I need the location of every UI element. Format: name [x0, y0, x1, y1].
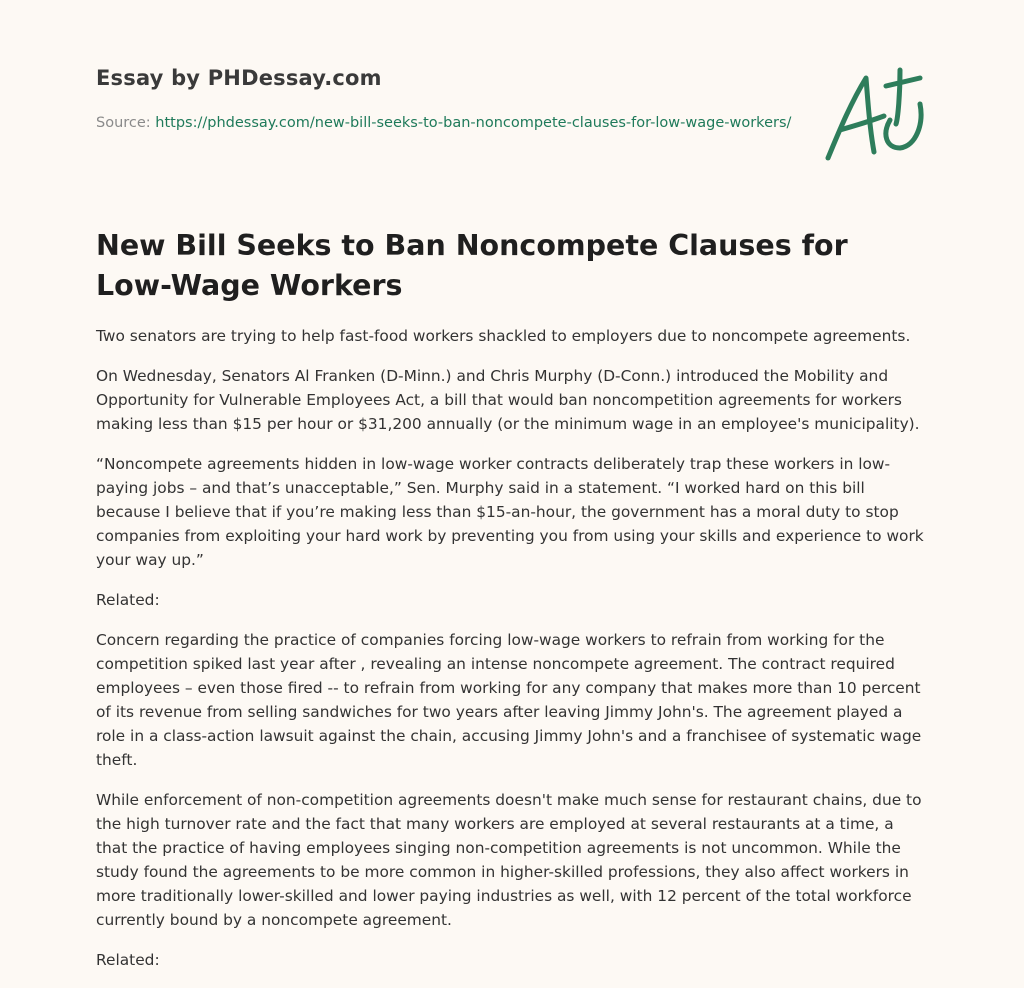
a-plus-grade-icon: [820, 64, 930, 168]
source-link[interactable]: https://phdessay.com/new-bill-seeks-to-ban-noncompete-clauses-for-low-wage-workers/: [155, 115, 792, 131]
source-line: [96, 112, 796, 134]
related-label: Related:: [96, 591, 160, 609]
article-title: New Bill Seeks to Ban Noncompete Clauses for Low-Wage Workers: [96, 229, 848, 302]
page: [96, 0, 928, 969]
article-body: [96, 324, 928, 988]
article-paragraph: Concern regarding the practice of companies forcing low-wage workers to refrain from working for the competition spiked last year after , revealing an intense noncompete agreement. The contract required employees – even those fired -- to refrain from working for any company that makes more than 10 percent of its revenue from selling sandwiches for two years after leaving Jimmy John's. The agreement played a role in a class-action lawsuit against the chain, accusing Jimmy John's and a franchisee of systematic wage theft.: [96, 631, 922, 769]
related-label: Related:: [96, 951, 160, 969]
article-paragraph: “Noncompete agreements hidden in low-wage worker contracts deliberately trap these workers in low-paying jobs – and that’s unacceptable,” Sen. Murphy said in a statement. “I worked hard on this bill because I believe that if you’re making less than $15-an-hour, the government has a moral duty to stop companies from exploiting your hard work by preventing you from using your skills and experience to work your way up.”: [96, 455, 924, 569]
article-paragraph: While enforcement of non-competition agreements doesn't make much sense for restaurant chains, due to the high turnover rate and the fact that many workers are employed at several restaurants at a time, a that the practice of having employees singing non-competition agreements is not uncommon. While the study found the agreements to be more common in higher-skilled professions, they also affect workers in more traditionally lower-skilled and lower paying industries as well, with 12 percent of the total workforce currently bound by a noncompete agreement.: [96, 791, 922, 929]
header: [96, 0, 928, 200]
source-label: Source:: [96, 115, 156, 131]
article-paragraph: On Wednesday, Senators Al Franken (D-Minn.) and Chris Murphy (D-Conn.) introduced the Mobility and Opportunity for Vulnerable Employees Act, a bill that would ban noncompetition agreements for workers making less than $15 per hour or $31,200 annually (or the minimum wage in an employee's municipality).: [96, 367, 920, 433]
brand-title: Essay by PHDessay.com: [96, 66, 382, 90]
article-paragraph: Two senators are trying to help fast-food workers shackled to employers due to noncompete agreements.: [96, 327, 911, 345]
